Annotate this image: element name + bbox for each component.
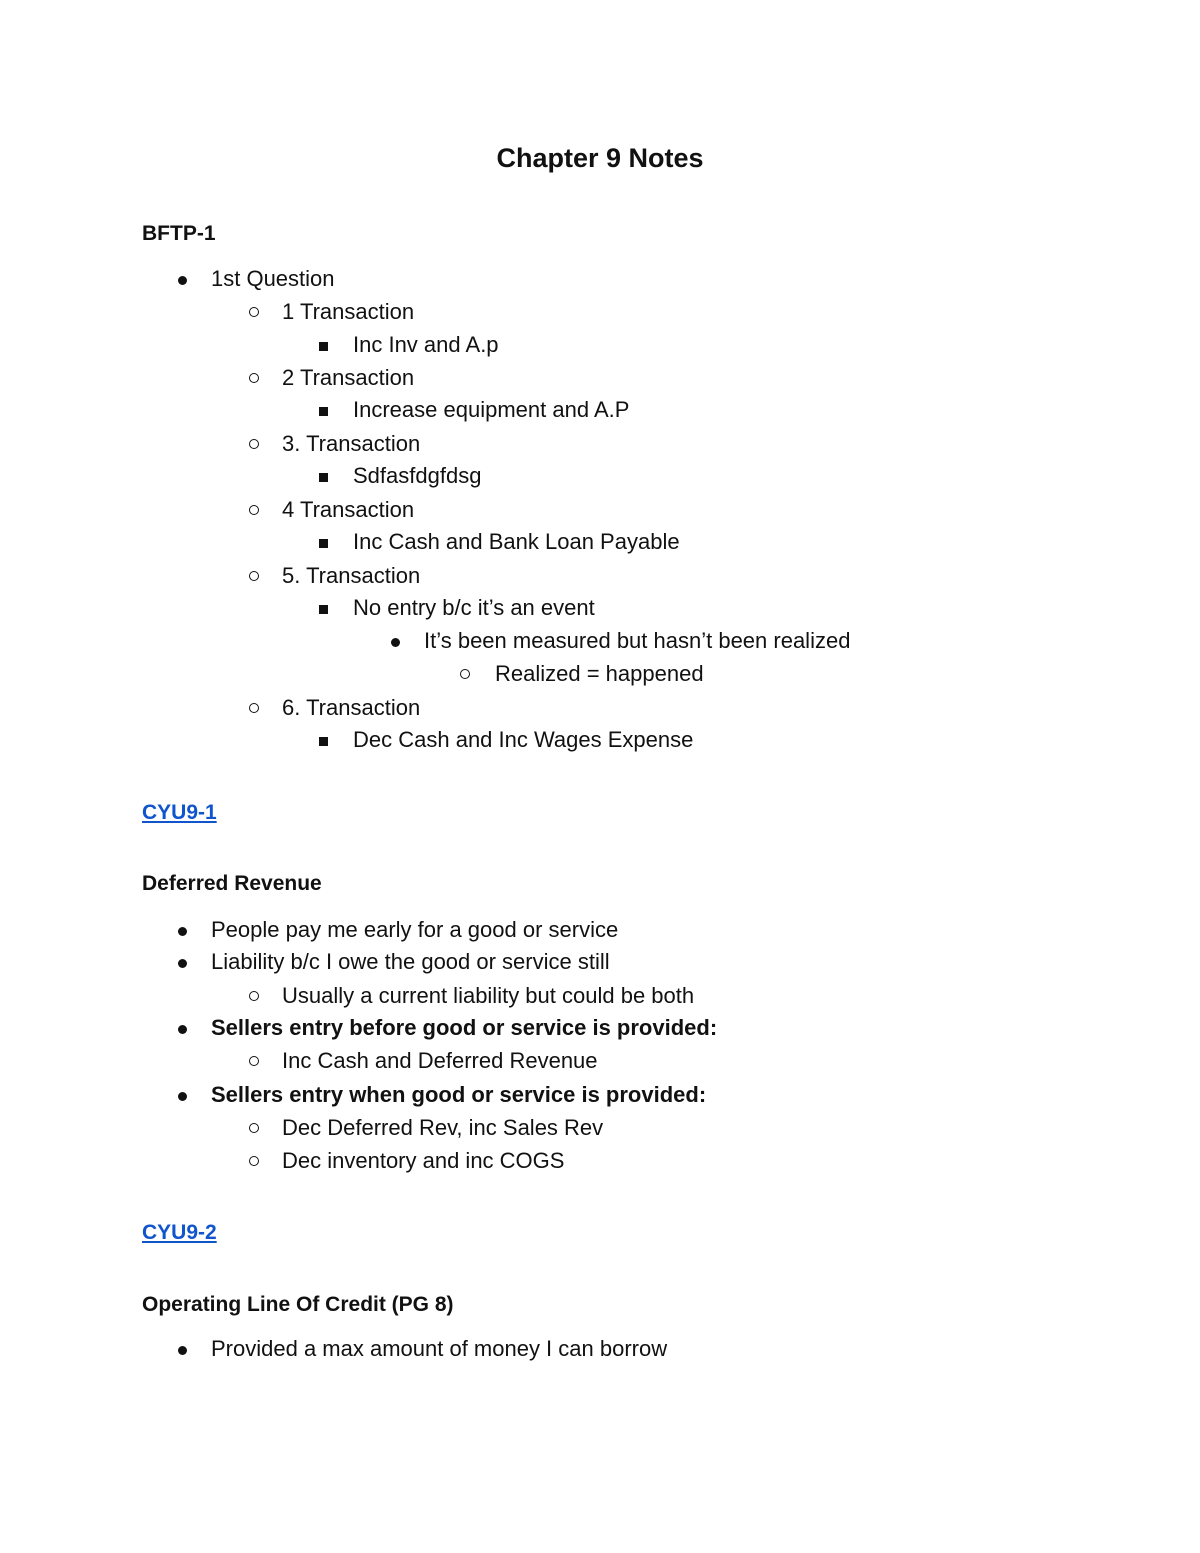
section-heading-bftp: BFTP-1 bbox=[142, 222, 216, 245]
list-item: 4 Transaction bbox=[282, 497, 415, 522]
bullet-circle bbox=[460, 669, 470, 679]
bullet-circle bbox=[249, 703, 259, 713]
section-heading-operating-line: Operating Line Of Credit (PG 8) bbox=[142, 1293, 454, 1316]
list-item: Sellers entry before good or service is provided: bbox=[211, 1015, 718, 1040]
bullet-disc bbox=[178, 1025, 187, 1034]
bullet-disc bbox=[391, 638, 400, 647]
document-title: Chapter 9 Notes bbox=[496, 143, 704, 173]
bullet-circle bbox=[249, 571, 259, 581]
list-item: Dec Deferred Rev, inc Sales Rev bbox=[282, 1115, 604, 1140]
list-item: Increase equipment and A.P bbox=[353, 397, 630, 422]
bullet-disc bbox=[178, 276, 187, 285]
list-item: 6. Transaction bbox=[282, 695, 421, 720]
list-item: Provided a max amount of money I can borrow bbox=[211, 1336, 668, 1361]
bullet-square bbox=[319, 342, 328, 351]
list-item: People pay me early for a good or service bbox=[211, 917, 619, 942]
list-item: It’s been measured but hasn’t been realized bbox=[424, 628, 851, 653]
bullet-circle bbox=[249, 1056, 259, 1066]
list-item: Liability b/c I owe the good or service still bbox=[211, 949, 610, 974]
bullet-disc bbox=[178, 959, 187, 968]
list-item: 5. Transaction bbox=[282, 563, 421, 588]
bullet-circle bbox=[249, 439, 259, 449]
bullet-circle bbox=[249, 1156, 259, 1166]
list-item: No entry b/c it’s an event bbox=[353, 595, 595, 620]
list-item: 2 Transaction bbox=[282, 365, 415, 390]
cyu9-1-link[interactable]: CYU9-1 bbox=[142, 801, 217, 824]
bullet-disc bbox=[178, 1346, 187, 1355]
bullet-circle bbox=[249, 505, 259, 515]
bullet-square bbox=[319, 473, 328, 482]
list-item: Dec Cash and Inc Wages Expense bbox=[353, 727, 694, 752]
bullet-square bbox=[319, 737, 328, 746]
list-item: Inc Inv and A.p bbox=[353, 332, 499, 357]
bullet-disc bbox=[178, 927, 187, 936]
list-item: Sdfasfdgfdsg bbox=[353, 463, 482, 488]
section-heading-deferred-revenue: Deferred Revenue bbox=[142, 872, 322, 895]
bullet-circle bbox=[249, 373, 259, 383]
bullet-disc bbox=[178, 1092, 187, 1101]
list-item: Sellers entry when good or service is provided: bbox=[211, 1082, 707, 1107]
list-item: Dec inventory and inc COGS bbox=[282, 1148, 565, 1173]
list-item: 1 Transaction bbox=[282, 299, 415, 324]
bullet-circle bbox=[249, 1123, 259, 1133]
list-item: 3. Transaction bbox=[282, 431, 421, 456]
list-item: Inc Cash and Bank Loan Payable bbox=[353, 529, 680, 554]
bullet-square bbox=[319, 605, 328, 614]
bullet-square bbox=[319, 539, 328, 548]
bullet-square bbox=[319, 407, 328, 416]
cyu9-2-link[interactable]: CYU9-2 bbox=[142, 1221, 217, 1244]
list-item: Realized = happened bbox=[495, 661, 704, 686]
list-item: Inc Cash and Deferred Revenue bbox=[282, 1048, 598, 1073]
list-item: Usually a current liability but could be both bbox=[282, 983, 695, 1008]
list-item: 1st Question bbox=[211, 266, 335, 291]
bullet-circle bbox=[249, 307, 259, 317]
bullet-circle bbox=[249, 991, 259, 1001]
